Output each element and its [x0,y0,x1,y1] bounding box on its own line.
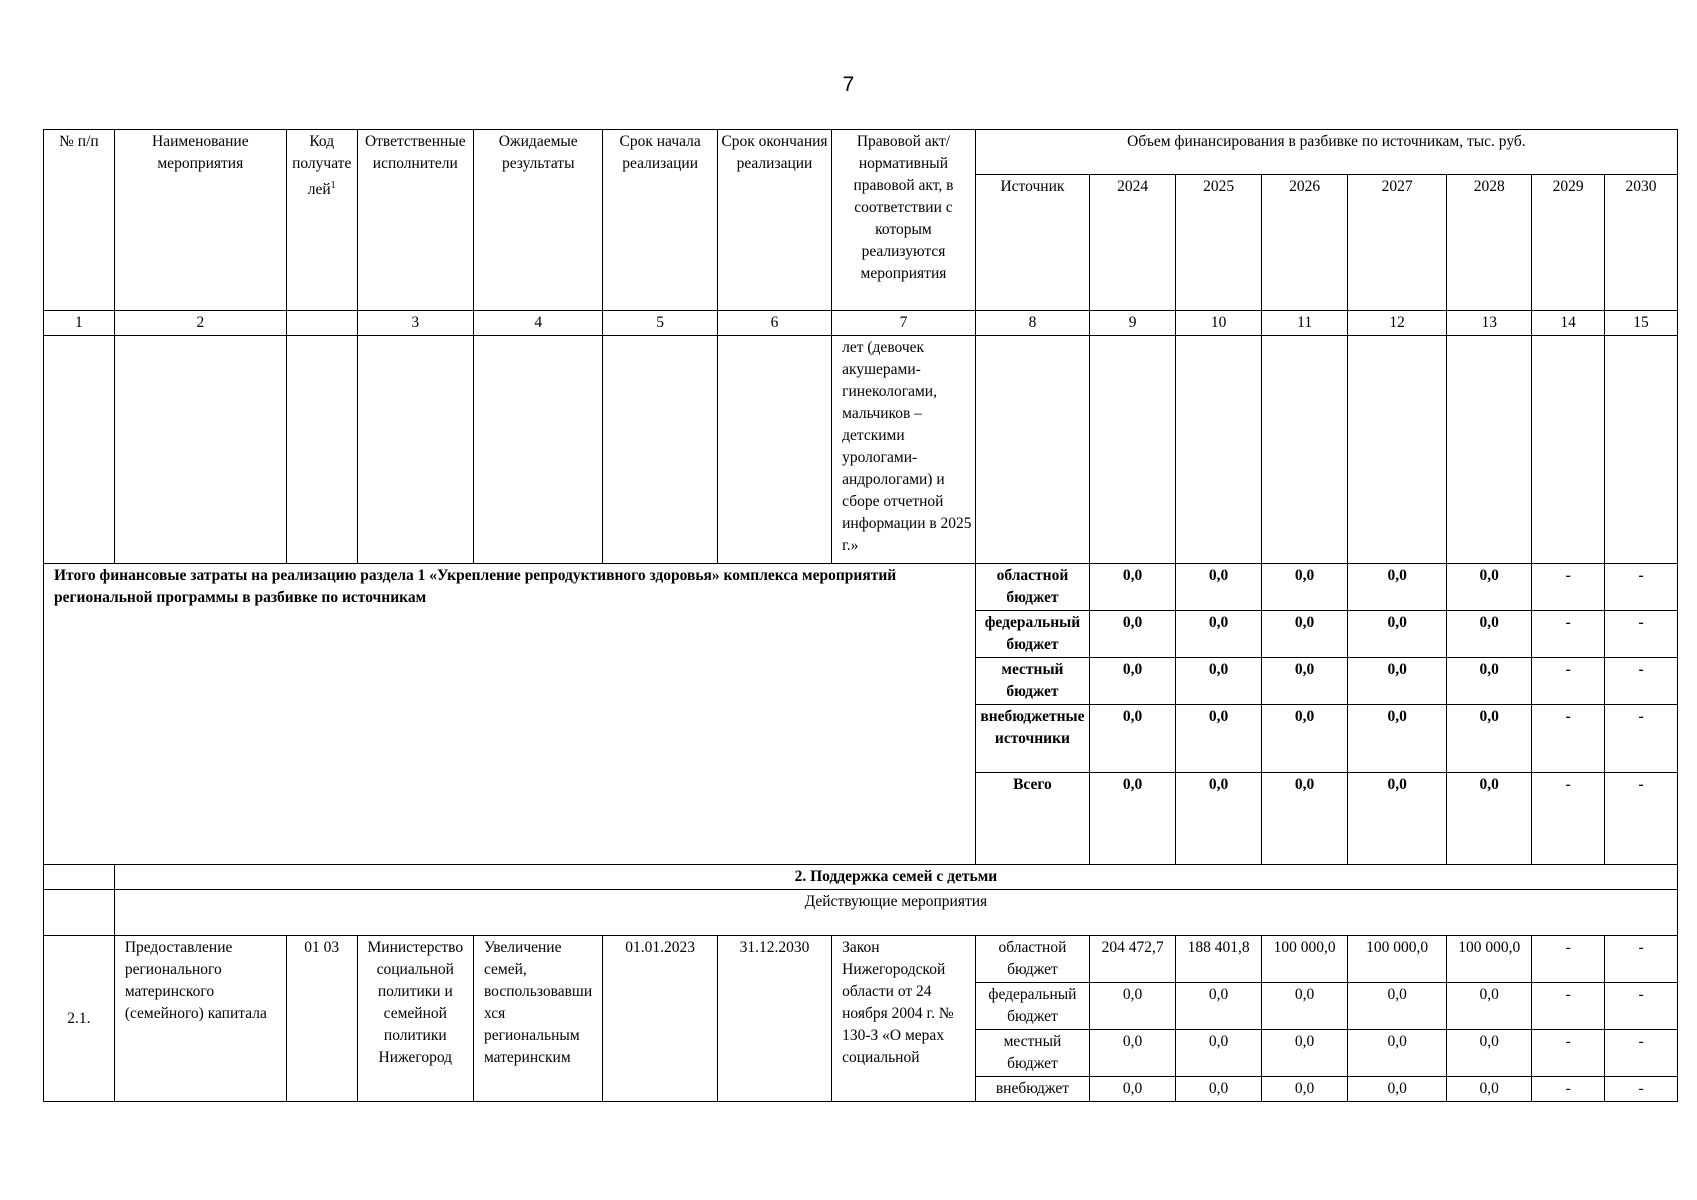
total-value: - [1532,705,1605,773]
total-label: Итого финансовые затраты на реализацию раздела 1 «Укрепление репродуктивного здоровья» комплекса мероприятий региональной программы в разбивке по источникам [44,564,976,865]
item-source: местный бюджет [975,1030,1089,1077]
item-value: 0,0 [1348,1077,1447,1102]
total-row [44,564,1678,611]
item-end-date: 31.12.2030 [717,936,831,1102]
total-value: 0,0 [1262,564,1348,611]
col-header-end: Срок окончания реализации [717,130,831,311]
item-start-date: 01.01.2023 [603,936,717,1102]
col-header-code [286,130,357,311]
column-number: 4 [473,311,603,336]
total-source: Всего [975,773,1089,865]
item-value: 188 401,8 [1176,936,1262,983]
item-value: - [1532,936,1605,983]
total-value: 0,0 [1447,564,1532,611]
column-number: 13 [1447,311,1532,336]
total-value: 0,0 [1262,705,1348,773]
item-value: 0,0 [1348,1030,1447,1077]
item-code: 01 03 [286,936,357,1102]
item-name: Предоставление регионального материнского (семейного) капитала [114,936,286,1102]
item-value: 0,0 [1348,983,1447,1030]
column-number: 14 [1532,311,1605,336]
item-value: 100 000,0 [1348,936,1447,983]
col-header-act: Правовой акт/нормативный правовой акт, в соответствии с которым реализуются мероприятия [832,130,976,311]
total-value: 0,0 [1090,773,1176,865]
item-value: 0,0 [1176,1077,1262,1102]
total-value: - [1532,773,1605,865]
total-value: 0,0 [1262,611,1348,658]
item-number: 2.1. [44,936,115,1102]
column-numbers-row [44,311,1678,336]
item-value: - [1605,936,1678,983]
total-source: местный бюджет [975,658,1089,705]
column-number: 9 [1090,311,1176,336]
item-value: - [1605,983,1678,1030]
col-header-year: 2026 [1262,175,1348,311]
item-value: 0,0 [1176,983,1262,1030]
item-value: - [1605,1077,1678,1102]
item-row [44,936,1678,983]
subsection-row [44,890,1678,936]
column-number: 2 [114,311,286,336]
column-number: 1 [44,311,115,336]
item-value: 0,0 [1090,1077,1176,1102]
total-value: - [1605,705,1678,773]
total-value: - [1532,564,1605,611]
total-value: 0,0 [1262,773,1348,865]
item-value: - [1532,983,1605,1030]
total-value: - [1532,611,1605,658]
item-value: - [1605,1030,1678,1077]
section-title: 2. Поддержка семей с детьми [114,865,1677,890]
item-value: 0,0 [1447,1030,1532,1077]
total-value: 0,0 [1090,611,1176,658]
total-value: - [1605,611,1678,658]
total-value: 0,0 [1176,773,1262,865]
item-source: федеральный бюджет [975,983,1089,1030]
col-header-year: 2025 [1176,175,1262,311]
total-value: 0,0 [1348,564,1447,611]
col-header-year: 2024 [1090,175,1176,311]
col-header-start: Срок начала реализации [603,130,717,311]
total-value: 0,0 [1447,611,1532,658]
col-header-year: 2028 [1447,175,1532,311]
item-value: 0,0 [1262,983,1348,1030]
total-value: 0,0 [1090,564,1176,611]
total-value: 0,0 [1348,611,1447,658]
column-number: 3 [357,311,473,336]
total-value: 0,0 [1348,658,1447,705]
total-value: 0,0 [1447,705,1532,773]
header-row [44,130,1678,175]
col-header-responsible: Ответственные исполнители [357,130,473,311]
total-source: федеральный бюджет [975,611,1089,658]
total-value: 0,0 [1090,705,1176,773]
total-source: областной бюджет [975,564,1089,611]
column-number: 8 [975,311,1089,336]
total-value: 0,0 [1348,705,1447,773]
col-header-year: 2030 [1605,175,1678,311]
column-number: 6 [717,311,831,336]
item-value: 100 000,0 [1447,936,1532,983]
col-header-no: № п/п [44,130,115,311]
item-value: 0,0 [1262,1077,1348,1102]
item-legal-act: Закон Нижегородской области от 24 ноября 2004 г. № 130-З «О мерах социальной [832,936,976,1102]
total-value: 0,0 [1176,705,1262,773]
total-value: 0,0 [1176,658,1262,705]
footnote-marker: 1 [330,180,336,191]
column-number: 15 [1605,311,1678,336]
page-number: 7 [842,73,855,96]
section-row [44,865,1678,890]
total-value: 0,0 [1262,658,1348,705]
total-value: 0,0 [1176,564,1262,611]
total-value: 0,0 [1348,773,1447,865]
total-value: 0,0 [1447,773,1532,865]
item-value: 0,0 [1090,983,1176,1030]
col-header-source: Источник [975,175,1089,311]
total-value: - [1605,564,1678,611]
continuation-row [44,336,1678,564]
item-value: 0,0 [1262,1030,1348,1077]
item-source: внебюджет [975,1077,1089,1102]
item-value: 0,0 [1447,1077,1532,1102]
total-value: - [1532,658,1605,705]
total-value: 0,0 [1447,658,1532,705]
col-header-name: Наименование мероприятия [114,130,286,311]
item-value: 0,0 [1176,1030,1262,1077]
funding-header: Объем финансирования в разбивке по источникам, тыс. руб. [975,130,1677,175]
item-responsible: Министерство социальной политики и семейной политики Нижегород [357,936,473,1102]
item-value: 0,0 [1447,983,1532,1030]
col-header-year: 2029 [1532,175,1605,311]
total-value: - [1605,773,1678,865]
item-source: областной бюджет [975,936,1089,983]
column-number: 12 [1348,311,1447,336]
col-header-code-text: Код получателей [292,133,352,199]
total-value: 0,0 [1176,611,1262,658]
item-value: - [1532,1077,1605,1102]
total-source: внебюджетные источники [975,705,1089,773]
program-table [43,129,1678,1102]
column-number [286,311,357,336]
item-results: Увеличение семей, воспользовавшихся региональным материнским [473,936,603,1102]
column-number: 5 [603,311,717,336]
col-header-year: 2027 [1348,175,1447,311]
item-value: - [1532,1030,1605,1077]
subsection-title: Действующие мероприятия [114,890,1677,936]
total-value: 0,0 [1090,658,1176,705]
item-value: 204 472,7 [1090,936,1176,983]
col-header-results: Ожидаемые результаты [473,130,603,311]
item-value: 100 000,0 [1262,936,1348,983]
column-number: 10 [1176,311,1262,336]
continuation-text: лет (девочек акушерами-гинекологами, мальчиков – детскими урологами-андрологами) и сборе отчетной информации в 2025 г.» [832,336,976,564]
item-value: 0,0 [1090,1030,1176,1077]
total-value: - [1605,658,1678,705]
column-number: 7 [832,311,976,336]
column-number: 11 [1262,311,1348,336]
